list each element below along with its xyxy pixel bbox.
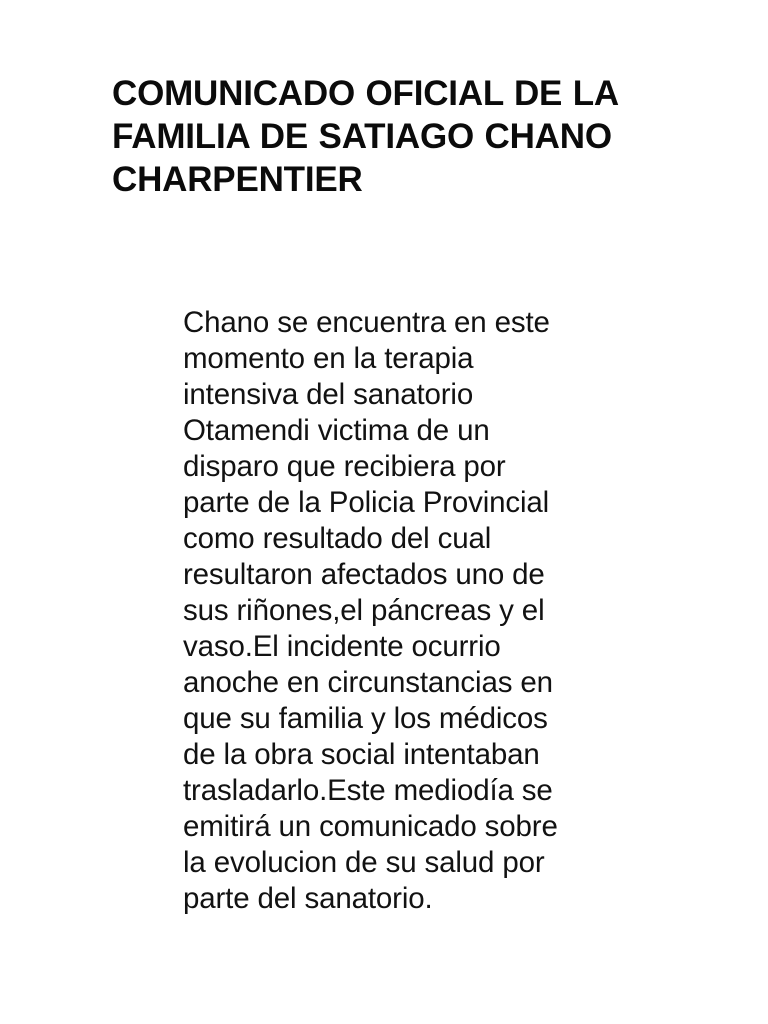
headline-line-2: FAMILIA DE SATIAGO CHANO <box>112 117 612 156</box>
body-line-15: emitirá un comunicado sobre <box>183 810 558 843</box>
body-line-3: intensiva del sanatorio <box>183 378 474 411</box>
body-line-7: como resultado del cual <box>183 522 492 555</box>
body-line-16: la evolucion de su salud por <box>183 846 545 879</box>
body-line-5: disparo que recibiera por <box>183 450 506 483</box>
page-title <box>112 72 652 201</box>
body-line-8: resultaron afectados uno de <box>183 558 545 591</box>
body-line-11: anoche en circunstancias en <box>183 666 553 699</box>
headline-line-1: COMUNICADO OFICIAL DE LA <box>112 74 619 113</box>
body-line-10: vaso.El incidente ocurrio <box>183 630 501 663</box>
headline-line-3: CHARPENTIER <box>112 160 363 199</box>
body-line-2: momento en la terapia <box>183 342 474 375</box>
statement-body <box>183 305 603 917</box>
body-line-17: parte del sanatorio. <box>183 882 433 915</box>
body-line-4: Otamendi victima de un <box>183 414 490 447</box>
body-line-9: sus riñones,el páncreas y el <box>183 594 545 627</box>
body-line-12: que su familia y los médicos <box>183 702 548 735</box>
body-line-1: Chano se encuentra en este <box>183 306 550 339</box>
body-line-14: trasladarlo.Este mediodía se <box>183 774 553 807</box>
body-line-6: parte de la Policia Provincial <box>183 486 550 519</box>
body-line-13: de la obra social intentaban <box>183 738 540 771</box>
